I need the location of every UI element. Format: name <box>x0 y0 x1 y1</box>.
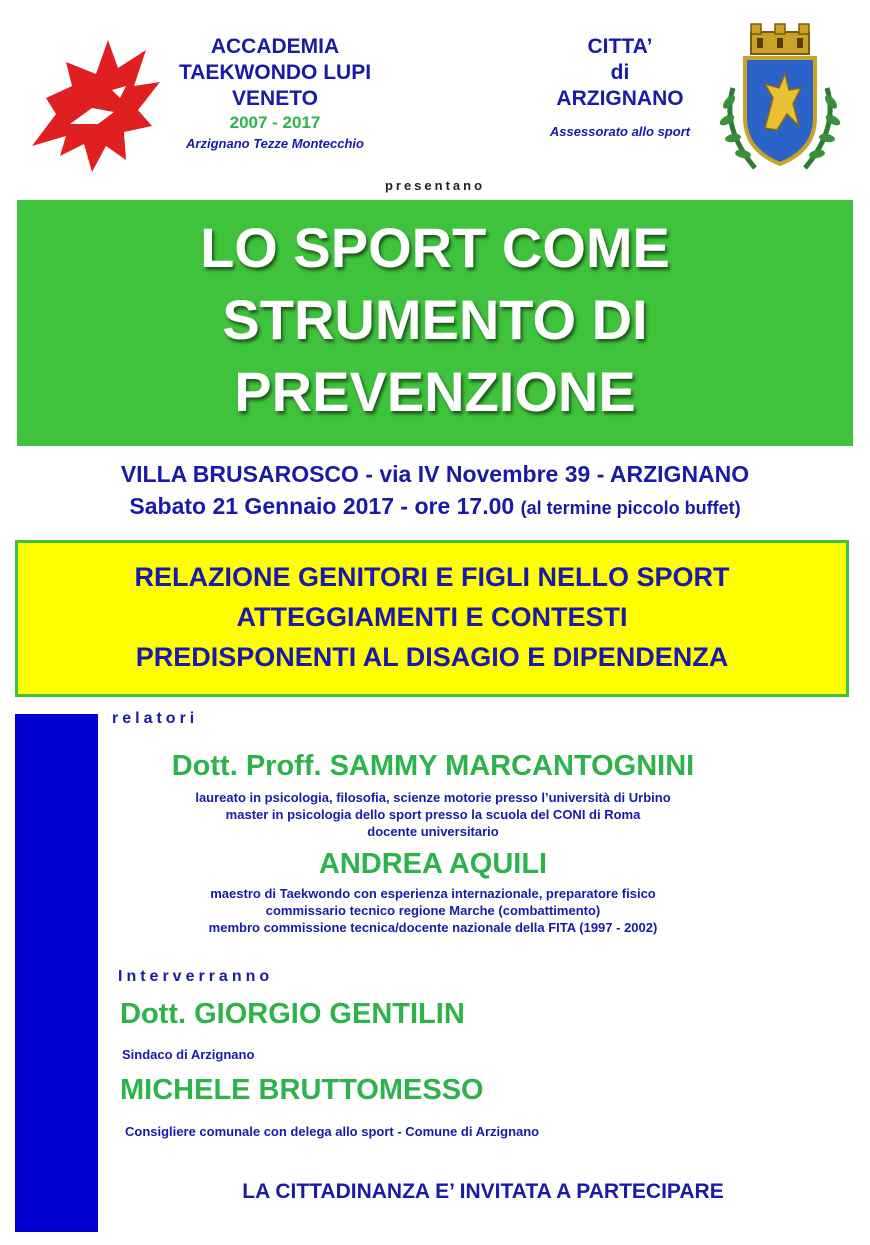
event-date-time: Sabato 21 Gennaio 2017 - ore 17.00 <box>129 493 521 519</box>
academy-line: TAEKWONDO LUPI <box>178 61 372 84</box>
guest-name: MICHELE BRUTTOMESSO <box>120 1074 484 1106</box>
academy-line: VENETO <box>232 87 318 110</box>
speaker-description-line: laureato in psicologia, filosofia, scienze motorie presso l’università di Urbino <box>195 790 671 805</box>
academy-places: Arzignano Tezze Montecchio <box>186 136 364 151</box>
wolf-head-icon <box>26 28 166 178</box>
speaker-description-line: commissario tecnico regione Marche (combattimento) <box>265 903 601 918</box>
decorative-side-bar <box>15 714 98 1232</box>
guest-name: Dott. GIORGIO GENTILIN <box>120 998 465 1030</box>
buffet-note: (al termine piccolo buffet) <box>520 498 741 518</box>
speaker-description-line: membro commissione tecnica/docente nazionale della FITA (1997 - 2002) <box>208 920 658 935</box>
speaker-description-line: master in psicologia dello sport presso la scuola del CONI di Roma <box>225 807 641 822</box>
academy-line: ACCADEMIA <box>210 35 340 58</box>
speaker-description <box>98 885 768 936</box>
city-line: di <box>610 61 630 84</box>
event-title-line: STRUMENTO DI <box>222 288 648 351</box>
academy-years: 2007 - 2017 <box>229 113 321 132</box>
venue-address: VILLA BRUSAROSCO - via IV Novembre 39 - ARZIGNANO <box>120 461 750 487</box>
topic-line: ATTEGGIAMENTI E CONTESTI <box>236 602 628 632</box>
event-title-line: PREVENZIONE <box>234 360 636 423</box>
speakers-label: relatori <box>112 710 199 727</box>
city-line: CITTA’ <box>587 35 653 58</box>
guest-description: Consigliere comunale con delega allo sport - Comune di Arzignano <box>125 1124 540 1139</box>
guests-label: Interverranno <box>118 968 274 985</box>
topic-line: PREDISPONENTI AL DISAGIO E DIPENDENZA <box>135 642 729 672</box>
city-name-block <box>520 34 720 139</box>
topic-box <box>15 540 849 697</box>
city-department: Assessorato allo sport <box>549 124 691 139</box>
presents-label: presentano <box>384 178 486 193</box>
speaker-description-line: docente universitario <box>367 824 499 839</box>
guest-description: Sindaco di Arzignano <box>122 1047 255 1062</box>
venue-datetime <box>0 490 870 524</box>
speaker-name: ANDREA AQUILI <box>318 848 548 880</box>
speaker-description <box>98 789 768 840</box>
academy-name-block <box>150 34 400 154</box>
event-title-box <box>17 200 853 446</box>
city-line: ARZIGNANO <box>556 87 684 110</box>
venue-block <box>0 458 870 524</box>
city-crest-icon <box>715 18 845 183</box>
speaker-description-line: maestro di Taekwondo con esperienza internazionale, preparatore fisico <box>210 886 656 901</box>
speaker-name: Dott. Proff. SAMMY MARCANTOGNINI <box>171 750 695 782</box>
invitation-text: LA CITTADINANZA E’ INVITATA A PARTECIPARE <box>242 1180 724 1203</box>
topic-line: RELAZIONE GENITORI E FIGLI NELLO SPORT <box>134 562 730 592</box>
event-title-line: LO SPORT COME <box>200 216 670 279</box>
